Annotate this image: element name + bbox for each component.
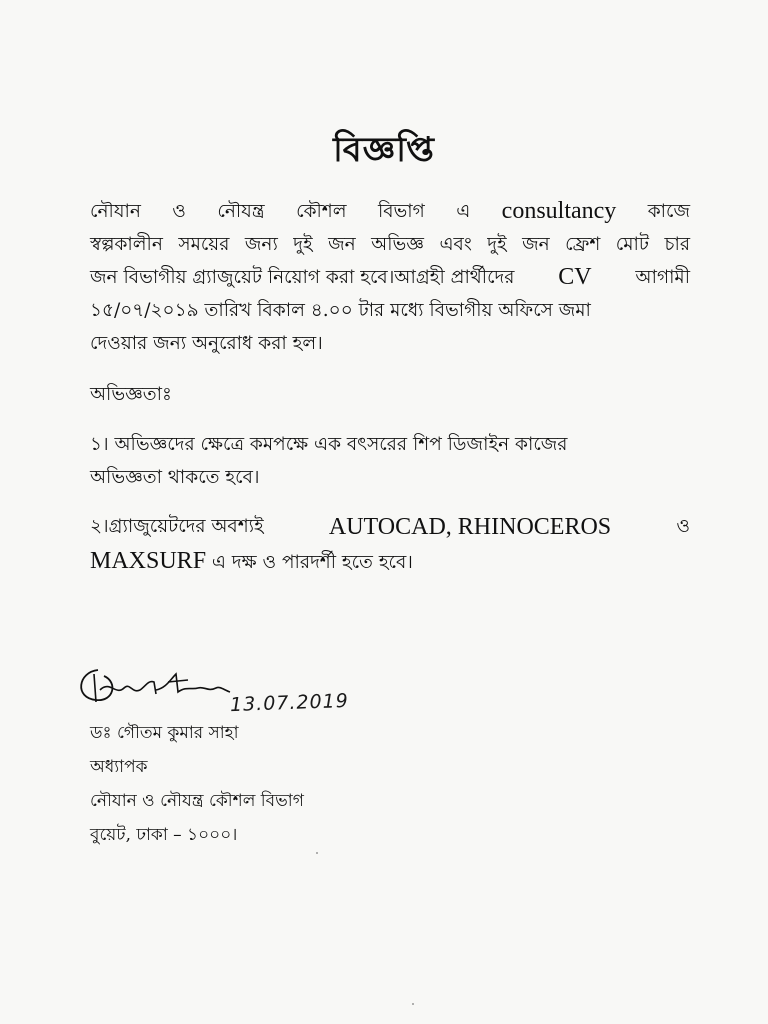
notice-intro-paragraph [90, 195, 690, 360]
intro-line-3: জন বিভাগীয় গ্র্যাজুয়েট নিয়োগ করা হবে।আগ্রহী প্রার্থীদের CV আগামী [90, 264, 690, 290]
signatory-address: বুয়েট, ঢাকা – ১০০০। [90, 825, 238, 845]
signatory-name: ডঃ গৌতম কুমার সাহা [90, 723, 239, 743]
paper-speck [412, 1003, 414, 1005]
requirement-1-line-1: ১। অভিজ্ঞদের ক্ষেত্রে কমপক্ষে এক বৎসরের শিপ ডিজাইন কাজের [90, 434, 568, 455]
requirement-2 [90, 510, 690, 580]
notice-title: বিজ্ঞপ্তি [333, 130, 435, 170]
requirement-2-line-1: ২।গ্র্যাজুয়েটদের অবশ্যই AUTOCAD, RHINOCEROS ও [90, 514, 690, 540]
signatory-designation: অধ্যাপক [90, 757, 148, 777]
requirement-1-line-2: অভিজ্ঞতা থাকতে হবে। [90, 467, 260, 488]
signatory-department: নৌযান ও নৌযন্ত্র কৌশল বিভাগ [90, 791, 304, 811]
experience-heading: অভিজ্ঞতাঃ [90, 384, 172, 405]
requirement-2-line-2: MAXSURF এ দক্ষ ও পারদর্শী হতে হবে। [90, 548, 413, 574]
signatory-block [90, 716, 304, 852]
signature-date: 13.07.2019 [229, 689, 350, 717]
intro-line-5: দেওয়ার জন্য অনুরোধ করা হল। [90, 333, 323, 354]
intro-line-2: স্বল্পকালীন সময়ের জন্য দুই জন অভিজ্ঞ এবং দুই জন ফ্রেশ মোট চার [90, 234, 690, 255]
intro-line-4: ১৫/০৭/২০১৯ তারিখ বিকাল ৪.০০ টার মধ্যে বিভাগীয় অফিসে জমা [90, 300, 591, 321]
intro-line-1: নৌযান ও নৌযন্ত্র কৌশল বিভাগ এ consultancy কাজে [90, 198, 690, 224]
requirement-1 [90, 428, 690, 494]
paper-speck [316, 852, 318, 854]
handwritten-signature [70, 660, 240, 710]
